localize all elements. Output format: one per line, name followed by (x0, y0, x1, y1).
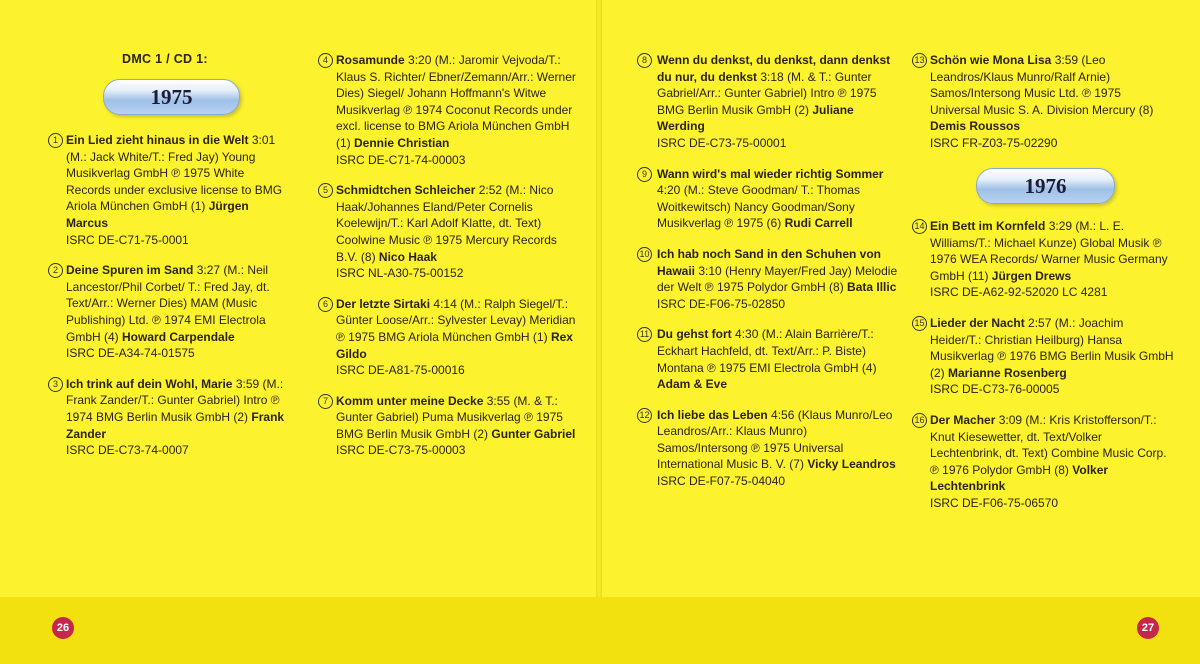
track-number: 5 (318, 183, 333, 198)
track-artist: Howard Carpendale (122, 329, 235, 344)
track-title: Deine Spuren im Sand (66, 263, 194, 278)
track-number: 16 (912, 413, 927, 428)
track-artist: Jürgen Marcus (66, 199, 249, 230)
track-title: Wenn du denkst, du denkst, dann denkst du nur, du denkst (657, 53, 891, 84)
track-number: 12 (637, 408, 652, 423)
year-badge-1975: 1975 (103, 79, 240, 115)
track-entry (637, 246, 899, 312)
track-artist: Adam & Eve (657, 377, 728, 392)
column-4-lower (912, 218, 1174, 526)
track-isrc: ISRC DE-F07-75-04040 (657, 474, 786, 489)
track-title: Ich trink auf dein Wohl, Marie (66, 376, 233, 391)
year-badge-1976: 1976 (976, 168, 1115, 204)
track-duration: 2:57 (1028, 315, 1052, 330)
track-credits: (M.: Alain Barrière/T.: Eckhart Hachfeld, dt. Text/Arr.: P. Biste) Montana ℗ 1975 EMI Electrola GmbH (4) (657, 327, 877, 375)
track-title: Komm unter meine Decke (336, 393, 484, 408)
track-title: Ich hab noch Sand in den Schuhen von Hawaii (657, 246, 882, 278)
track-isrc: ISRC DE-C71-75-0001 (66, 232, 189, 247)
track-artist: Demis Roussos (930, 119, 1021, 134)
track-duration: 3:55 (486, 393, 511, 408)
track-number: 10 (637, 247, 652, 262)
track-number: 15 (912, 316, 927, 331)
track-entry (48, 376, 286, 459)
track-credits: (M.: Steve Goodman/ T.: Thomas Woitkewitsch) Nancy Goodman/Sony Musikverlag ℗ 1975 (6) (657, 183, 860, 231)
track-credits: (Leo Leandros/Klaus Munro/Ralf Arnie) Samos/Intersong Music Ltd. ℗ 1975 Universal Music S. A. Division Mercury (8) (930, 53, 1154, 117)
track-duration: 4:14 (433, 296, 457, 311)
column-1 (48, 132, 286, 473)
track-title: Der Macher (930, 412, 996, 427)
track-title: Schmidtchen Schleicher (336, 183, 476, 198)
track-title: Du gehst fort (657, 327, 732, 342)
track-isrc: ISRC DE-A81-75-00016 (336, 363, 465, 378)
track-credits: (M. & T.: Gunter Gabriel) Puma Musikverlag ℗ 1975 BMG Berlin Musik GmbH (2) (336, 393, 563, 441)
track-entry (912, 315, 1174, 398)
track-credits: (M.: Ralph Siegel/T.: Günter Loose/Arr.: Sylvester Levay) Meridian ℗ 1975 BMG Ariola München GmbH (1) (336, 296, 576, 344)
track-duration: 3:59 (235, 376, 260, 391)
track-credits: (M.: Kris Kristofferson/T.: Knut Kiesewetter, dt. Text/Volker Lechtenbrink, dt. Text) Combine Music Corp. ℗ 1976 Polydor GmbH (8) (930, 412, 1167, 477)
track-number: 7 (318, 394, 333, 409)
track-title: Ein Lied zieht hinaus in die Welt (66, 133, 249, 147)
disc-label: DMC 1 / CD 1: (122, 52, 208, 66)
track-isrc: ISRC DE-C73-75-00001 (657, 135, 787, 150)
track-credits: 3:01 (M.: Jack White/T.: Fred Jay) Young Musikverlag GmbH ℗ 1975 White Records under exclusive license to BMG Ariola München GmbH (1) (66, 133, 283, 214)
track-number: 8 (637, 53, 652, 68)
track-credits: (M.: Jaromir Vejvoda/T.: Klaus S. Richter/ Ebner/Zemann/Arr.: Werner Dies) Siegel/ Johann Hoffmann's Witwe Musikverlag ℗ 1974 Coconut Records under excl. license to BMG Ariola München GmbH (1) (336, 53, 576, 150)
track-credits: (M.: Neil Lancestor/Phil Corbet/ T.: Fred Jay, dt. Text/Arr.: Werner Dies) MAM (Music Publishing) Ltd. ℗ 1974 EMI Electrola GmbH (4) (66, 263, 270, 344)
track-isrc: ISRC DE-C73-76-00005 (930, 382, 1060, 397)
track-entry (912, 52, 1174, 152)
track-number: 11 (637, 327, 652, 342)
column-2 (318, 52, 580, 473)
footer-band (0, 597, 1200, 664)
track-duration: 4:56 (771, 407, 795, 422)
track-entry (637, 326, 899, 392)
track-entry (912, 218, 1174, 301)
column-3 (637, 52, 899, 504)
track-title: Rosamunde (336, 53, 405, 67)
track-artist: Rudi Carrell (784, 216, 853, 231)
track-isrc: ISRC DE-A62-92-52020 LC 4281 (930, 285, 1108, 300)
track-duration: 4:30 (735, 327, 759, 342)
track-number: 13 (912, 53, 927, 68)
track-entry (318, 296, 580, 379)
track-duration: 3:27 (196, 263, 221, 278)
track-artist: Marianne Rosenberg (948, 365, 1067, 380)
track-artist: Juliane Werding (657, 102, 854, 134)
track-entry (912, 412, 1174, 512)
track-entry (637, 166, 899, 232)
track-isrc: ISRC DE-C73-74-0007 (66, 443, 189, 458)
track-duration: 3:09 (998, 412, 1023, 427)
track-duration: 3:29 (1048, 219, 1073, 233)
track-duration: 3:10 (698, 263, 722, 278)
track-isrc: ISRC DE-A34-74-01575 (66, 346, 195, 361)
track-artist: Rex Gildo (336, 329, 573, 361)
track-credits: (Henry Mayer/Fred Jay) Melodie der Welt ℗ 1975 Polydor GmbH (8) (657, 263, 898, 295)
track-entry (48, 132, 286, 248)
track-credits: (M.: L. E. Williams/T.: Michael Kunze) Global Musik ℗ 1976 WEA Records/ Warner Music Germany GmbH (11) (930, 219, 1168, 283)
track-isrc: ISRC FR-Z03-75-02290 (930, 135, 1058, 150)
track-number: 4 (318, 53, 333, 68)
track-credits: (M.: Nico Haak/Johannes Eland/Peter Cornelis Koelewijn/T.: Karl Adolf Klatte, dt. Text) Coolwine Music ℗ 1975 Mercury Records B.V. (8) (336, 183, 557, 264)
track-artist: Volker Lechtenbrink (930, 462, 1109, 494)
track-entry (637, 407, 899, 490)
track-artist: Dennie Christian (354, 135, 450, 150)
track-title: Schön wie Mona Lisa (930, 53, 1052, 67)
track-duration: 4:20 (657, 183, 681, 198)
track-duration: 3:20 (408, 53, 432, 67)
track-artist: Jürgen Drews (991, 268, 1072, 283)
track-credits: (M. & T.: Gunter Gabriel/Arr.: Gunter Gabriel) Intro ℗ 1975 BMG Berlin Musik GmbH (2) (657, 69, 877, 117)
page-number-right: 27 (1137, 617, 1159, 639)
track-number: 9 (637, 167, 652, 182)
track-credits: (Klaus Munro/Leo Leandros/Arr.: Klaus Munro) Samos/Intersong ℗ 1975 Universal International Music B. V. (7) (657, 407, 893, 472)
track-artist: Bata Illic (847, 280, 897, 295)
track-title: Ich liebe das Leben (657, 407, 768, 422)
track-title: Ein Bett im Kornfeld (930, 219, 1046, 233)
track-number: 14 (912, 219, 927, 234)
track-artist: Frank Zander (66, 409, 285, 441)
track-artist: Vicky Leandros (807, 457, 896, 472)
track-entry (48, 262, 286, 362)
track-artist: Gunter Gabriel (491, 426, 576, 441)
track-entry (637, 52, 899, 152)
track-number: 1 (48, 133, 63, 148)
track-isrc: ISRC DE-F06-75-06570 (930, 495, 1059, 510)
track-isrc: ISRC DE-C71-74-00003 (336, 152, 466, 167)
track-title: Der letzte Sirtaki (336, 296, 431, 311)
column-4 (912, 52, 1174, 166)
track-duration: 3:59 (1054, 53, 1079, 67)
track-credits: (M.: Joachim Heider/T.: Christian Heilburg) Hansa Musikverlag ℗ 1976 BMG Berlin Musik GmbH (2) (930, 315, 1174, 380)
track-title: Wann wird's mal wieder richtig Sommer (657, 166, 884, 181)
page-number-left: 26 (52, 617, 74, 639)
book-gutter (596, 0, 602, 664)
track-entry (318, 182, 580, 282)
track-artist: Nico Haak (378, 249, 437, 264)
track-duration: 3:18 (760, 69, 784, 84)
track-isrc: ISRC NL-A30-75-00152 (336, 266, 464, 281)
track-title: Lieder der Nacht (930, 315, 1025, 330)
track-entry (318, 52, 580, 168)
track-credits: (M.: Frank Zander/T.: Gunter Gabriel) Intro ℗ 1974 BMG Berlin Musik GmbH (2) (66, 376, 284, 424)
track-isrc: ISRC DE-C73-75-00003 (336, 443, 466, 458)
track-number: 3 (48, 377, 63, 392)
track-entry (318, 393, 580, 459)
track-duration: 2:52 (478, 183, 503, 198)
track-isrc: ISRC DE-F06-75-02850 (657, 296, 786, 311)
track-number: 2 (48, 263, 63, 278)
track-number: 6 (318, 297, 333, 312)
